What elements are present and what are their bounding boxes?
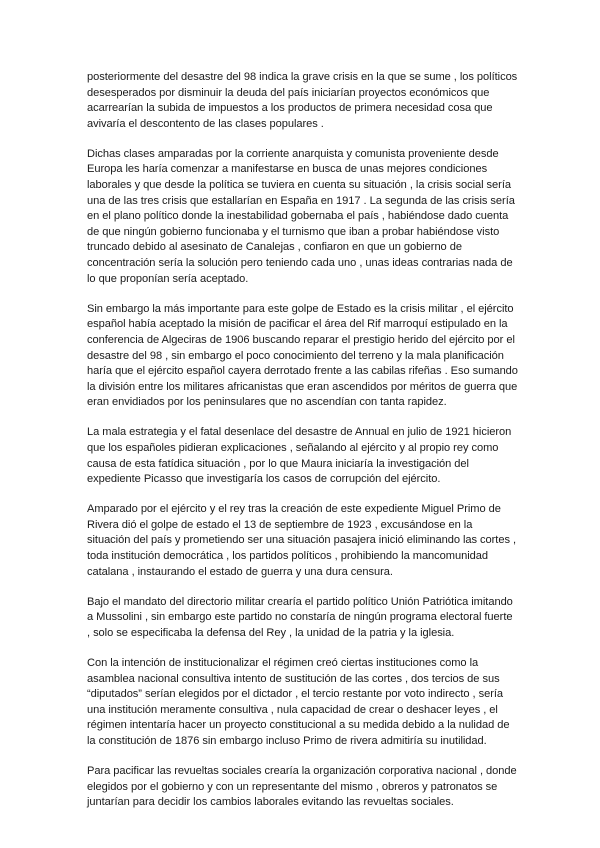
paragraph-6: Bajo el mandato del directorio militar crearía el partido político Unión Patriótica imitando a Mussolini , sin embargo este partido no constaría de ningún programa electoral fuerte , solo se especificaba la defensa del Rey , la unidad de la patria y la iglesia. [87,595,513,639]
paragraph-7: Con la intención de institucionalizar el régimen creó ciertas instituciones como la asamblea nacional consultiva intento de sustitución de las cortes , dos tercios de sus “diputados” serían elegidos por el dictador , el tercio restante por voto indirecto , sería una institución meramente consultiva , nula capacidad de crear o deshacer leyes , el régimen intentaría hacer un proyecto constitucional a su medida debido a la nulidad de la constitución de 1876 sin embargo incluso Primo de rivera admitiría su inutilidad. [87,657,510,747]
paragraph-1: posteriormente del desastre del 98 indica la grave crisis en la que se sume , los políticos desesperados por disminuir la deuda del país iniciarían proyectos económicos que acarrearían la subida de impuestos a los productos de primera necesidad cosa que avivaría el descontento de las clases populares . [87,71,518,130]
paragraph-4: La mala estrategia y el fatal desenlace del desastre de Annual en julio de 1921 hicieron que los españoles pidieran explicaciones , señalando al ejército y al propio rey como causa de esta fatídica situación , por lo que Maura iniciaría la investigación del expediente Picasso que investigaría los casos de corrupción del ejército. [87,426,512,486]
paragraph-8: Para pacificar las revueltas sociales crearía la organización corporativa nacional , donde elegidos por el gobierno y con un representante del mismo , obreros y patronatos se juntarían para decidir los cambios laborales evitando las revueltas sociales. [87,765,517,809]
paragraph-5: Amparado por el ejército y el rey tras la creación de este expediente Miguel Primo de Rivera dió el golpe de estado el 13 de septiembre de 1923 , excusándose en la situación del país y prometiendo ser una situación pasajera inició eliminando las cortes , toda institución democrática , los partidos políticos , prohibiendo la mancomunidad catalana , instaurando el estado de guerra y una dura censura. [87,503,517,578]
paragraph-2: Dichas clases amparadas por la corriente anarquista y comunista proveniente desde Europa les haría comenzar a manifestarse en busca de unas mejores condiciones laborales y que desde la política se tuviera en cuenta su situación , la crisis social sería una de las tres crisis que estallarían en España en 1917 . La segunda de las crisis sería en el plano político donde la inestabilidad gobernaba el país , habiéndose dado cuenta de que ningún gobierno funcionaba y el turnismo que iban a probar habiéndose visto truncado debido al asesinato de Canalejas , confiaron en que un gobierno de concentración sería la solución pero teniendo cada uno , unas ideas contrarias nada de lo que proponían sería aceptado. [87,147,515,285]
paragraph-3: Sin embargo la más importante para este golpe de Estado es la crisis militar , el ejército español había aceptado la misión de pacificar el área del Rif marroquí estipulado en la conferencia de Algeciras de 1906 buscando reparar el prestigio herido del ejército por el desastre del 98 , sin embargo el poco conocimiento del terreno y la mala planificación haría que el ejército español cayera derrotado frente a las cabilas rifeñas . Eso sumando la división entre los militares africanistas que eran ascendidos por méritos de guerra que eran envidiados por los peninsulares que no ascendían con tanta rapidez. [87,302,518,409]
